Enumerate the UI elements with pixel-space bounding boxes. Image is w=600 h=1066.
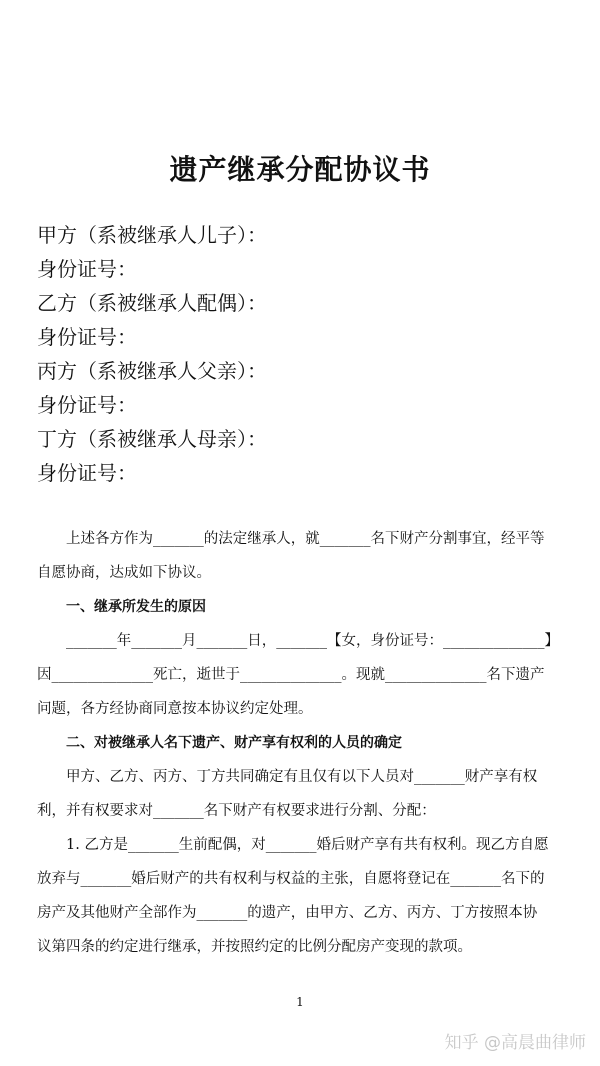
party-line: 身份证号： bbox=[37, 325, 137, 349]
party-line: 身份证号： bbox=[37, 257, 137, 281]
paragraph-line: 放弃与_______婚后财产的共有权利与权益的主张，自愿将登记在_______名下的 bbox=[37, 871, 545, 887]
party-line: 丙方（系被继承人父亲）： bbox=[37, 359, 267, 383]
section-heading: 二、对被继承人名下遗产、财产享有权利的人员的确定 bbox=[66, 735, 402, 751]
paragraph-line: 利，并有权要求对_______名下财产有权要求进行分割、分配： bbox=[37, 803, 436, 819]
paragraph-line: _______年_______月_______日，_______【女，身份证号：______________】 bbox=[66, 633, 559, 649]
party-line: 身份证号： bbox=[37, 461, 137, 485]
paragraph-line: 自愿协商，达成如下协议。 bbox=[37, 565, 211, 581]
paragraph-line: 甲方、乙方、丙方、丁方共同确定有且仅有以下人员对_______财产享有权 bbox=[66, 769, 538, 785]
paragraph-line: 问题，各方经协商同意按本协议约定处理。 bbox=[37, 701, 313, 717]
section-heading: 一、继承所发生的原因 bbox=[66, 599, 206, 615]
watermark: 知乎 @高晨曲律师 bbox=[444, 1033, 586, 1053]
page-number: 1 bbox=[296, 995, 304, 1009]
party-line: 甲方（系被继承人儿子）： bbox=[37, 223, 267, 247]
paragraph-line: 房产及其他财产全部作为_______的遗产，由甲方、乙方、丙方、丁方按照本协 bbox=[37, 905, 538, 921]
party-line: 身份证号： bbox=[37, 393, 137, 417]
paragraph-line: 1. 乙方是_______生前配偶，对_______婚后财产享有共有权利。现乙方自愿 bbox=[66, 837, 549, 853]
party-list bbox=[37, 218, 577, 490]
document-title: 遗产继承分配协议书 bbox=[169, 153, 431, 186]
party-line: 丁方（系被继承人母亲）： bbox=[37, 427, 267, 451]
paragraph-line: 议第四条的约定进行继承，并按照约定的比例分配房产变现的款项。 bbox=[37, 939, 472, 955]
paragraph-line: 上述各方作为_______的法定继承人，就_______名下财产分割事宜，经平等 bbox=[66, 531, 545, 547]
agreement-body bbox=[37, 522, 564, 964]
paragraph-line: 因______________死亡，逝世于______________。现就______________名下遗产 bbox=[37, 667, 545, 683]
party-line: 乙方（系被继承人配偶）： bbox=[37, 291, 267, 315]
